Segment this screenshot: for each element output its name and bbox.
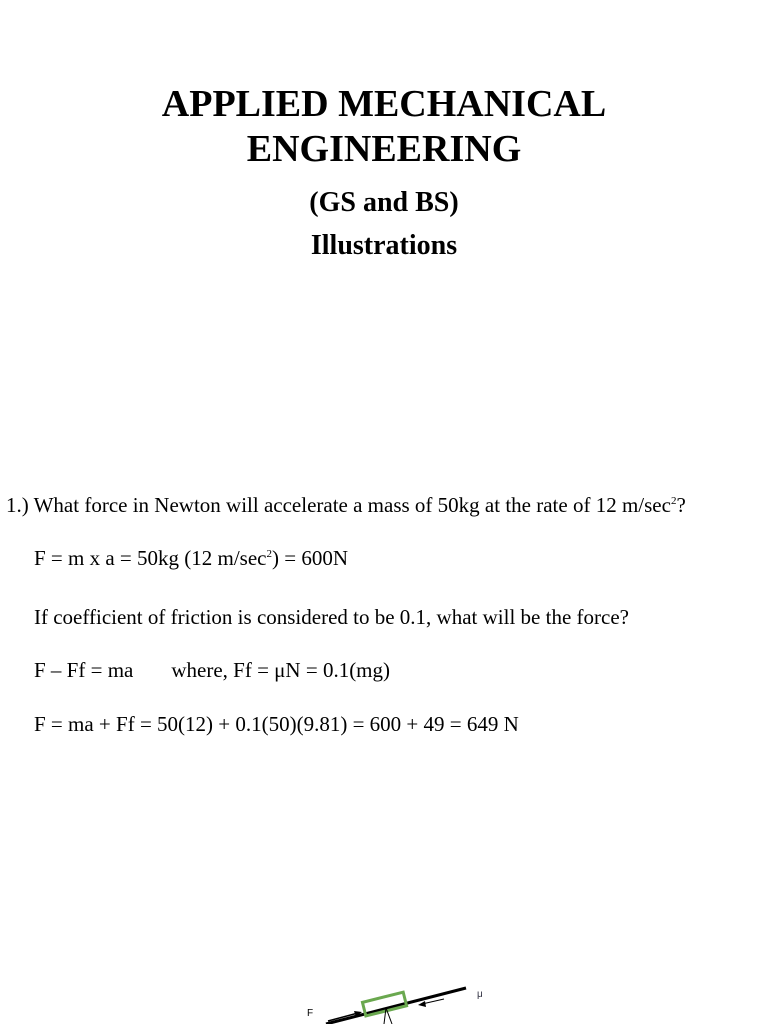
question-1-end: ?: [676, 493, 686, 517]
friction-equation: [34, 657, 390, 683]
answer-1-exponent: 2: [266, 548, 272, 560]
section-heading: Illustrations: [310, 230, 458, 261]
answer-1-text: F = m x a = 50kg (12 m/sec: [34, 546, 267, 570]
answer-1-end: ) = 600N: [272, 546, 349, 570]
title-line-1: APPLIED MECHANICAL: [161, 83, 607, 125]
final-answer: F = ma + Ff = 50(12) + 0.1(50)(9.81) = 600 + 49 = 649 N: [34, 712, 519, 736]
friction-label: μ: [477, 989, 483, 1000]
friction-arrowhead: [418, 1001, 426, 1007]
incline-diagram: [300, 980, 500, 1024]
question-1-text: 1.) What force in Newton will accelerate a mass of 50kg at the rate of 12 m/sec: [6, 493, 671, 517]
title-line-2: ENGINEERING: [246, 128, 522, 170]
question-1-exponent: 2: [670, 495, 677, 507]
friction-question: If coefficient of friction is considered to be 0.1, what will be the force?: [34, 605, 629, 629]
incline-diagram-svg: [300, 980, 500, 1024]
subtitle: (GS and BS): [309, 187, 459, 218]
question-1: [6, 492, 686, 518]
equation-right: where, Ff = μN = 0.1(mg): [171, 658, 391, 682]
answer-1: [34, 545, 348, 571]
force-label: F: [307, 1008, 314, 1019]
equation-left: F – Ff = ma: [34, 658, 134, 682]
